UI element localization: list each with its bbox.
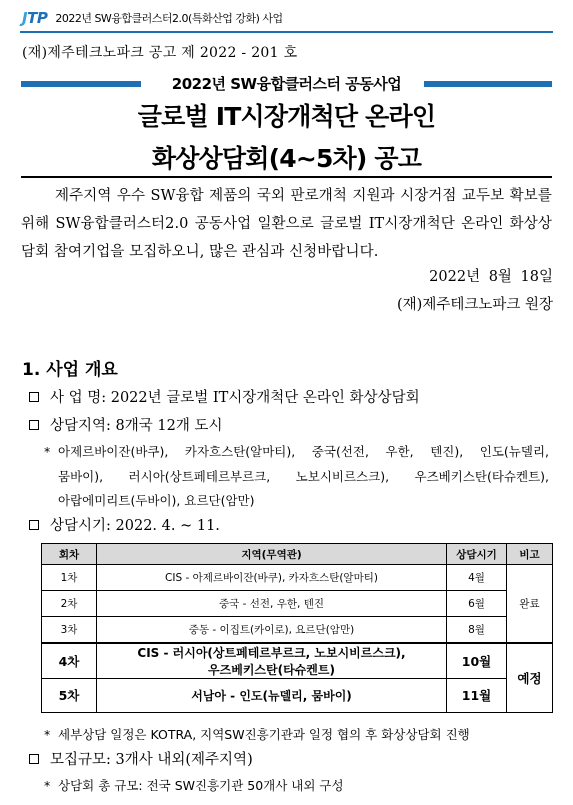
notice-title-line2: 화상상담회(4~5차) 공고 xyxy=(151,144,422,173)
top-header xyxy=(22,8,283,28)
status-done: 완료 xyxy=(507,565,553,643)
asterisk-icon: * xyxy=(44,444,51,459)
col-header-round: 회차 xyxy=(42,544,97,565)
list-item-business-name: 사 업 명: 2022년 글로벌 IT시장개척단 온라인 화상상담회 xyxy=(29,386,420,407)
region-note: * 아제르바이잔(바쿠), 카자흐스탄(알마티), 중국(선전, 우한, 텐진), 인도(뉴델리, xyxy=(44,444,549,459)
table-row: 5차 서남아 - 인도(뉴델리, 뭄바이) 11월 xyxy=(42,678,553,712)
asterisk-icon: * xyxy=(44,727,51,742)
notice-number: (재)제주테크노파크 공고 제 2022 - 201 호 xyxy=(22,45,298,61)
checkbox-bullet-icon xyxy=(29,520,39,530)
col-header-note: 비고 xyxy=(507,544,553,565)
list-item-scale: 모집규모: 3개사 내외(제주지역) xyxy=(29,748,253,769)
notice-date: 2022년 8월 18일 xyxy=(429,269,553,285)
table-row: 4차 CIS - 러시아(상트페테르부르크, 노보시비르스크), 우즈베키스탄(타슈켄트) 10월 예정 xyxy=(42,643,553,679)
table-row: 1차 CIS - 아제르바이잔(바쿠), 카자흐스탄(알마티) 4월 완료 xyxy=(42,565,553,591)
col-header-region: 지역(무역관) xyxy=(97,544,447,565)
table-header-row xyxy=(42,544,553,565)
schedule-table xyxy=(41,543,553,713)
intro-paragraph: 제주지역 우수 SW융합 제품의 국외 판로개척 지원과 시장거점 교두보 확보를 위해 SW융합클러스터2.0 공동사업 일환으로 글로벌 IT시장개척단 온라인 화상상담회 참여기업을 모집하오니, 많은 관심과 신청바랍니다. xyxy=(21,188,552,260)
table-note: * 세부상담 일정은 KOTRA, 지역SW진흥기관과 일정 협의 후 화상상담회 진행 xyxy=(44,727,470,742)
checkbox-bullet-icon xyxy=(29,392,39,402)
list-item-period: 상담시기: 2022. 4. ~ 11. xyxy=(29,514,220,535)
table-row: 3차 중동 - 이집트(카이로), 요르단(암만) 8월 xyxy=(42,617,553,643)
checkbox-bullet-icon xyxy=(29,420,39,430)
list-item-region: 상담지역: 8개국 12개 도시 xyxy=(29,414,222,435)
jtp-logo: JTP xyxy=(22,9,48,27)
title-divider xyxy=(21,176,552,178)
section-title: 1. 사업 개요 xyxy=(22,360,118,380)
col-header-period: 상담시기 xyxy=(447,544,507,565)
status-planned: 예정 xyxy=(507,643,553,713)
region-note-line2: 뭄바이), 러시아(상트페테르부르크, 노보시비르스크), 우즈베키스탄(타슈켄트), xyxy=(58,469,549,484)
asterisk-icon: * xyxy=(44,778,51,793)
notice-signer: (재)제주테크노파크 원장 xyxy=(397,297,553,313)
table-row: 2차 중국 - 선전, 우한, 텐진 6월 xyxy=(42,591,553,617)
region-note-line3: 아랍에미리트(두바이), 요르단(암만) xyxy=(58,493,255,508)
notice-title-line1: 글로벌 IT시장개척단 온라인 xyxy=(137,102,436,131)
checkbox-bullet-icon xyxy=(29,754,39,764)
scale-note: * 상담회 총 규모: 전국 SW진흥기관 50개사 내외 구성 xyxy=(44,778,344,793)
title-banner xyxy=(21,73,552,97)
notice-subtitle: 2022년 SW융합클러스터 공동사업 xyxy=(171,75,402,93)
project-name: 2022년 SW융합클러스터2.0(특화산업 강화) 사업 xyxy=(55,12,283,25)
header-divider xyxy=(20,31,553,33)
